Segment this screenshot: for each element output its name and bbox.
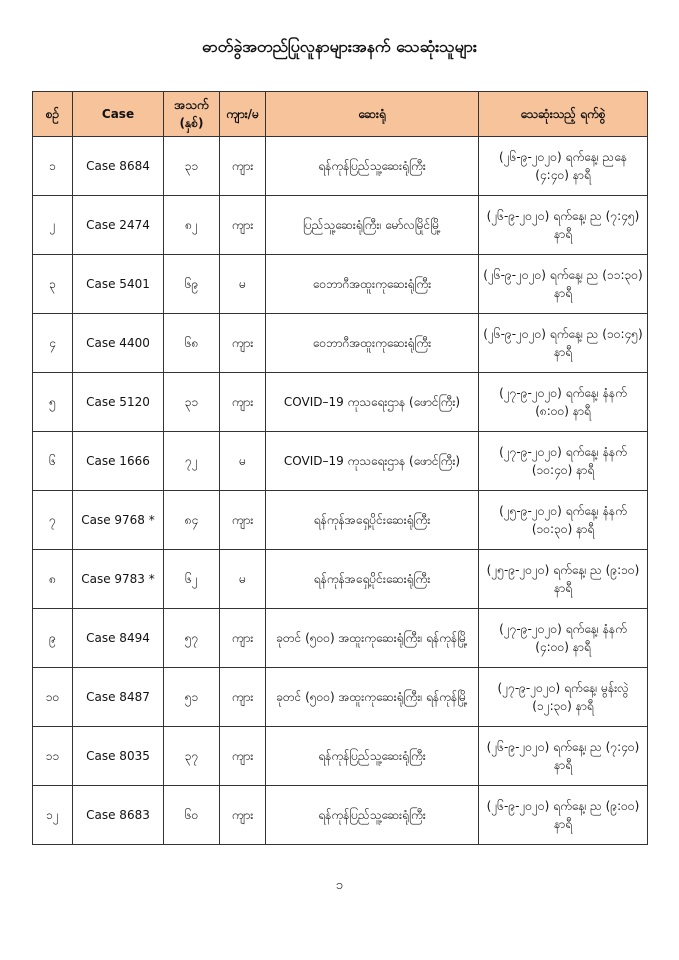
cell-serial-number: ၁၂ [33, 786, 73, 845]
cell-age: ၃၇ [164, 727, 220, 786]
cell-gender: ကျား [220, 668, 266, 727]
cell-case-id: Case 5120 [73, 373, 164, 432]
cell-age: ၈၄ [164, 491, 220, 550]
cell-death-date: (၂၆-၉-၂၀၂၀) ရက်နေ့၊ ည (၉:၀၀) နာရီ [479, 786, 648, 845]
cell-gender: ကျား [220, 373, 266, 432]
cell-case-id: Case 5401 [73, 255, 164, 314]
page-number: ၁ [335, 878, 344, 893]
cell-age: ၅၁ [164, 668, 220, 727]
cell-age: ၈၂ [164, 196, 220, 255]
cell-case-id: Case 9783 * [73, 550, 164, 609]
cell-age: ၆၉ [164, 255, 220, 314]
cell-case-id: Case 8494 [73, 609, 164, 668]
table-row [33, 314, 648, 373]
cell-death-date: (၂၇-၉-၂၀၂၀) ရက်နေ့၊ နံနက် (၈:၀၀) နာရီ [479, 373, 648, 432]
table-header [33, 92, 648, 137]
cell-gender: ကျား [220, 491, 266, 550]
cell-hospital: ရန်ကုန်ပြည်သူ့ဆေးရုံကြီး [266, 786, 479, 845]
cell-gender: ကျား [220, 137, 266, 196]
cell-hospital: ခုတင် (၅၀၀) အထူးကုဆေးရုံကြီး၊ ရန်ကုန်မြို့ [266, 668, 479, 727]
header-gender: ကျား/မ [220, 92, 266, 137]
cell-serial-number: ၈ [33, 550, 73, 609]
table-row [33, 491, 648, 550]
cell-serial-number: ၁၁ [33, 727, 73, 786]
cell-age: ၃၁ [164, 373, 220, 432]
deaths-table [32, 91, 648, 845]
header-serial-number: စဉ် [33, 92, 73, 137]
cell-age: ၆၀ [164, 786, 220, 845]
cell-age: ၅၇ [164, 609, 220, 668]
cell-hospital: ဝေဘာဂီအထူးကုဆေးရုံကြီး [266, 255, 479, 314]
cell-gender: မ [220, 432, 266, 491]
page-title: ဓာတ်ခွဲအတည်ပြုလူနာများအနက် သေဆုံးသူများ [202, 37, 477, 56]
cell-hospital: ရန်ကုန်အရှေ့ပိုင်းဆေးရုံကြီး [266, 491, 479, 550]
cell-death-date: (၂၆-၉-၂၀၂၀) ရက်နေ့၊ ည (၇:၄၀) နာရီ [479, 727, 648, 786]
cell-serial-number: ၆ [33, 432, 73, 491]
table-row [33, 373, 648, 432]
cell-hospital: ရန်ကုန်ပြည်သူ့ဆေးရုံကြီး [266, 727, 479, 786]
cell-age: ၇၂ [164, 432, 220, 491]
cell-hospital: ဝေဘာဂီအထူးကုဆေးရုံကြီး [266, 314, 479, 373]
cell-death-date: (၂၇-၉-၂၀၂၀) ရက်နေ့၊ မွန်းလွဲ (၁၂:၃၀) နာရီ [479, 668, 648, 727]
cell-hospital: COVID–19 ကုသရေးဌာန (ဖောင်ကြီး) [266, 432, 479, 491]
table-row [33, 727, 648, 786]
cell-age: ၆၂ [164, 550, 220, 609]
cell-age: ၆၈ [164, 314, 220, 373]
table-row [33, 609, 648, 668]
cell-gender: မ [220, 255, 266, 314]
cell-death-date: (၂၅-၉-၂၀၂၀) ရက်နေ့၊ နံနက် (၁၀:၃၀) နာရီ [479, 491, 648, 550]
cell-death-date: (၂၇-၉-၂၀၂၀) ရက်နေ့၊ နံနက် (၄:၀၀) နာရီ [479, 609, 648, 668]
cell-death-date: (၂၆-၉-၂၀၂၀) ရက်နေ့၊ ည (၁၁:၃၀) နာရီ [479, 255, 648, 314]
cell-hospital: ရန်ကုန်ပြည်သူ့ဆေးရုံကြီး [266, 137, 479, 196]
cell-death-date: (၂၇-၉-၂၀၂၀) ရက်နေ့၊ နံနက် (၁၀:၄၀) နာရီ [479, 432, 648, 491]
cell-case-id: Case 8035 [73, 727, 164, 786]
cell-hospital: ပြည်သူ့ဆေးရုံကြီး၊ မော်လမြိုင်မြို့ [266, 196, 479, 255]
cell-serial-number: ၉ [33, 609, 73, 668]
table-row [33, 668, 648, 727]
cell-case-id: Case 8683 [73, 786, 164, 845]
cell-death-date: (၂၆-၉-၂၀၂၀) ရက်နေ့၊ ည (၁၀:၄၅) နာရီ [479, 314, 648, 373]
cell-hospital: COVID–19 ကုသရေးဌာန (ဖောင်ကြီး) [266, 373, 479, 432]
table-row [33, 432, 648, 491]
cell-gender: ကျား [220, 609, 266, 668]
header-case-id: Case [73, 92, 164, 137]
cell-serial-number: ၃ [33, 255, 73, 314]
cell-gender: ကျား [220, 314, 266, 373]
cell-hospital: ခုတင် (၅၀၀) အထူးကုဆေးရုံကြီး၊ ရန်ကုန်မြို့ [266, 609, 479, 668]
table-row [33, 137, 648, 196]
cell-serial-number: ၇ [33, 491, 73, 550]
cell-hospital: ရန်ကုန်အရှေ့ပိုင်းဆေးရုံကြီး [266, 550, 479, 609]
table-row [33, 255, 648, 314]
table-body [33, 137, 648, 845]
cell-serial-number: ၂ [33, 196, 73, 255]
cell-gender: ကျား [220, 727, 266, 786]
table-row [33, 196, 648, 255]
cell-death-date: (၂၅-၉-၂၀၂၀) ရက်နေ့၊ ည (၉:၁၀) နာရီ [479, 550, 648, 609]
header-hospital: ဆေးရုံ [266, 92, 479, 137]
cell-case-id: Case 1666 [73, 432, 164, 491]
table-row [33, 786, 648, 845]
cell-gender: ကျား [220, 786, 266, 845]
cell-death-date: (၂၆-၉-၂၀၂၀) ရက်နေ့၊ ညနေ (၄:၄၀) နာရီ [479, 137, 648, 196]
cell-case-id: Case 4400 [73, 314, 164, 373]
cell-age: ၃၁ [164, 137, 220, 196]
cell-death-date: (၂၆-၉-၂၀၂၀) ရက်နေ့၊ ည (၇:၄၅) နာရီ [479, 196, 648, 255]
cell-serial-number: ၁ [33, 137, 73, 196]
cell-case-id: Case 2474 [73, 196, 164, 255]
header-death-date: သေဆုံးသည့် ရက်စွဲ [479, 92, 648, 137]
table-row [33, 550, 648, 609]
cell-gender: ကျား [220, 196, 266, 255]
cell-serial-number: ၄ [33, 314, 73, 373]
cell-gender: မ [220, 550, 266, 609]
cell-serial-number: ၁၀ [33, 668, 73, 727]
cell-case-id: Case 9768 * [73, 491, 164, 550]
cell-serial-number: ၅ [33, 373, 73, 432]
cell-case-id: Case 8684 [73, 137, 164, 196]
header-age: အသက် (နှစ်) [164, 92, 220, 137]
cell-case-id: Case 8487 [73, 668, 164, 727]
